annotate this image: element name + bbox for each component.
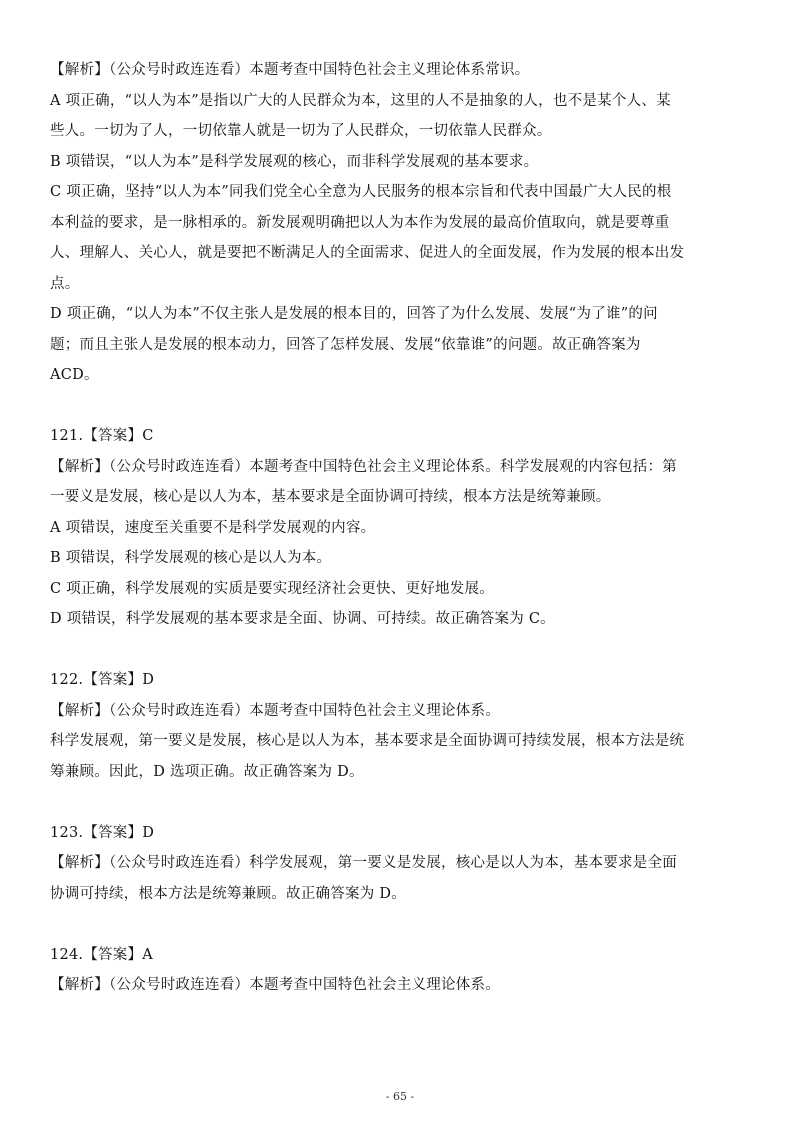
section-spacer [50,635,750,666]
q120-option-c-line-4: 点。 [50,275,80,292]
q120-option-a-line-2: 些人。一切为了人，一切依靠人就是一切为了人民群众，一切依靠人民群众。 [50,123,552,139]
section-spacer [50,909,750,940]
q121-option-a: A 项错误，速度至关重要不是科学发展观的内容。 [50,519,376,536]
q120-option-c-line-1: C 项正确，坚持“以人为本”同我们党全心全意为人民服务的根本宗旨和代表中国最广大人民的根 [50,184,672,200]
q120-option-b-line-1: B 项错误，“以人为本”是科学发展观的核心，而非科学发展观的基本要求。 [50,153,539,170]
q121-option-c: C 项正确，科学发展观的实质是要实现经济社会更快、更好地发展。 [50,580,494,597]
q123-analysis-line-2: 协调可持续，根本方法是统筹兼顾。故正确答案为 D。 [50,885,406,902]
q122-analysis-line-1: 【解析】（公众号时政连连看）本题考查中国特色社会主义理论体系。 [50,702,500,719]
q120-option-c-line-3: 人、理解人、关心人，就是要把不断满足人的全面需求、促进人的全面发展，作为发展的根本出发 [50,245,685,261]
q121-answer: 121.【答案】C [50,428,154,444]
q120-option-c-line-2: 本利益的要求，是一脉相承的。新发展观明确把以人为本作为发展的最高价值取向，就是要尊重 [50,214,670,231]
q121-analysis-line-1: 【解析】（公众号时政连连看）本题考查中国特色社会主义理论体系。科学发展观的内容包括：第 [50,458,677,475]
q120-analysis-line-1: 【解析】（公众号时政连连看）本题考查中国特色社会主义理论体系常识。 [50,62,530,78]
q124-analysis-line-1: 【解析】（公众号时政连连看）本题考查中国特色社会主义理论体系。 [50,977,500,993]
document-body [50,55,750,1001]
q120-section [50,55,750,391]
q124-answer: 124.【答案】A [50,946,154,963]
q121-option-b: B 项错误，科学发展观的核心是以人为本。 [50,550,332,566]
q120-option-d-line-1: D 项正确，“以人为本”不仅主张人是发展的根本目的，回答了为什么发展、发展“为了谁”的问 [50,306,658,322]
q123-analysis-line-1: 【解析】（公众号时政连连看）科学发展观，第一要义是发展，核心是以人为本，基本要求是全面 [50,855,677,871]
q121-section [50,421,750,635]
q124-section [50,940,750,1001]
q120-option-d-line-3: ACD。 [50,367,99,383]
q122-analysis-line-2: 科学发展观，第一要义是发展，核心是以人为本，基本要求是全面协调可持续发展，根本方法是统 [50,733,685,749]
q123-answer: 123.【答案】D [50,824,155,841]
q120-option-a-line-1: A 项正确，“以人为本”是指以广大的人民群众为本，这里的人不是抽象的人，也不是某个人、某 [50,92,671,109]
q120-option-d-line-2: 题；而且主张人是发展的根本动力，回答了怎样发展、发展“依靠谁”的问题。故正确答案为 [50,336,641,353]
section-spacer [50,787,750,818]
q123-section [50,818,750,910]
q122-analysis-line-3: 筹兼顾。因此，D 选项正确。故正确答案为 D。 [50,763,364,780]
page-number: - 65 - [385,1090,415,1103]
q121-option-d: D 项错误，科学发展观的基本要求是全面、协调、可持续。故正确答案为 C。 [50,611,555,627]
q122-section [50,665,750,787]
q122-answer: 122.【答案】D [50,672,155,688]
section-spacer [50,391,750,422]
q121-analysis-line-2: 一要义是发展，核心是以人为本，基本要求是全面协调可持续，根本方法是统筹兼顾。 [50,489,611,505]
